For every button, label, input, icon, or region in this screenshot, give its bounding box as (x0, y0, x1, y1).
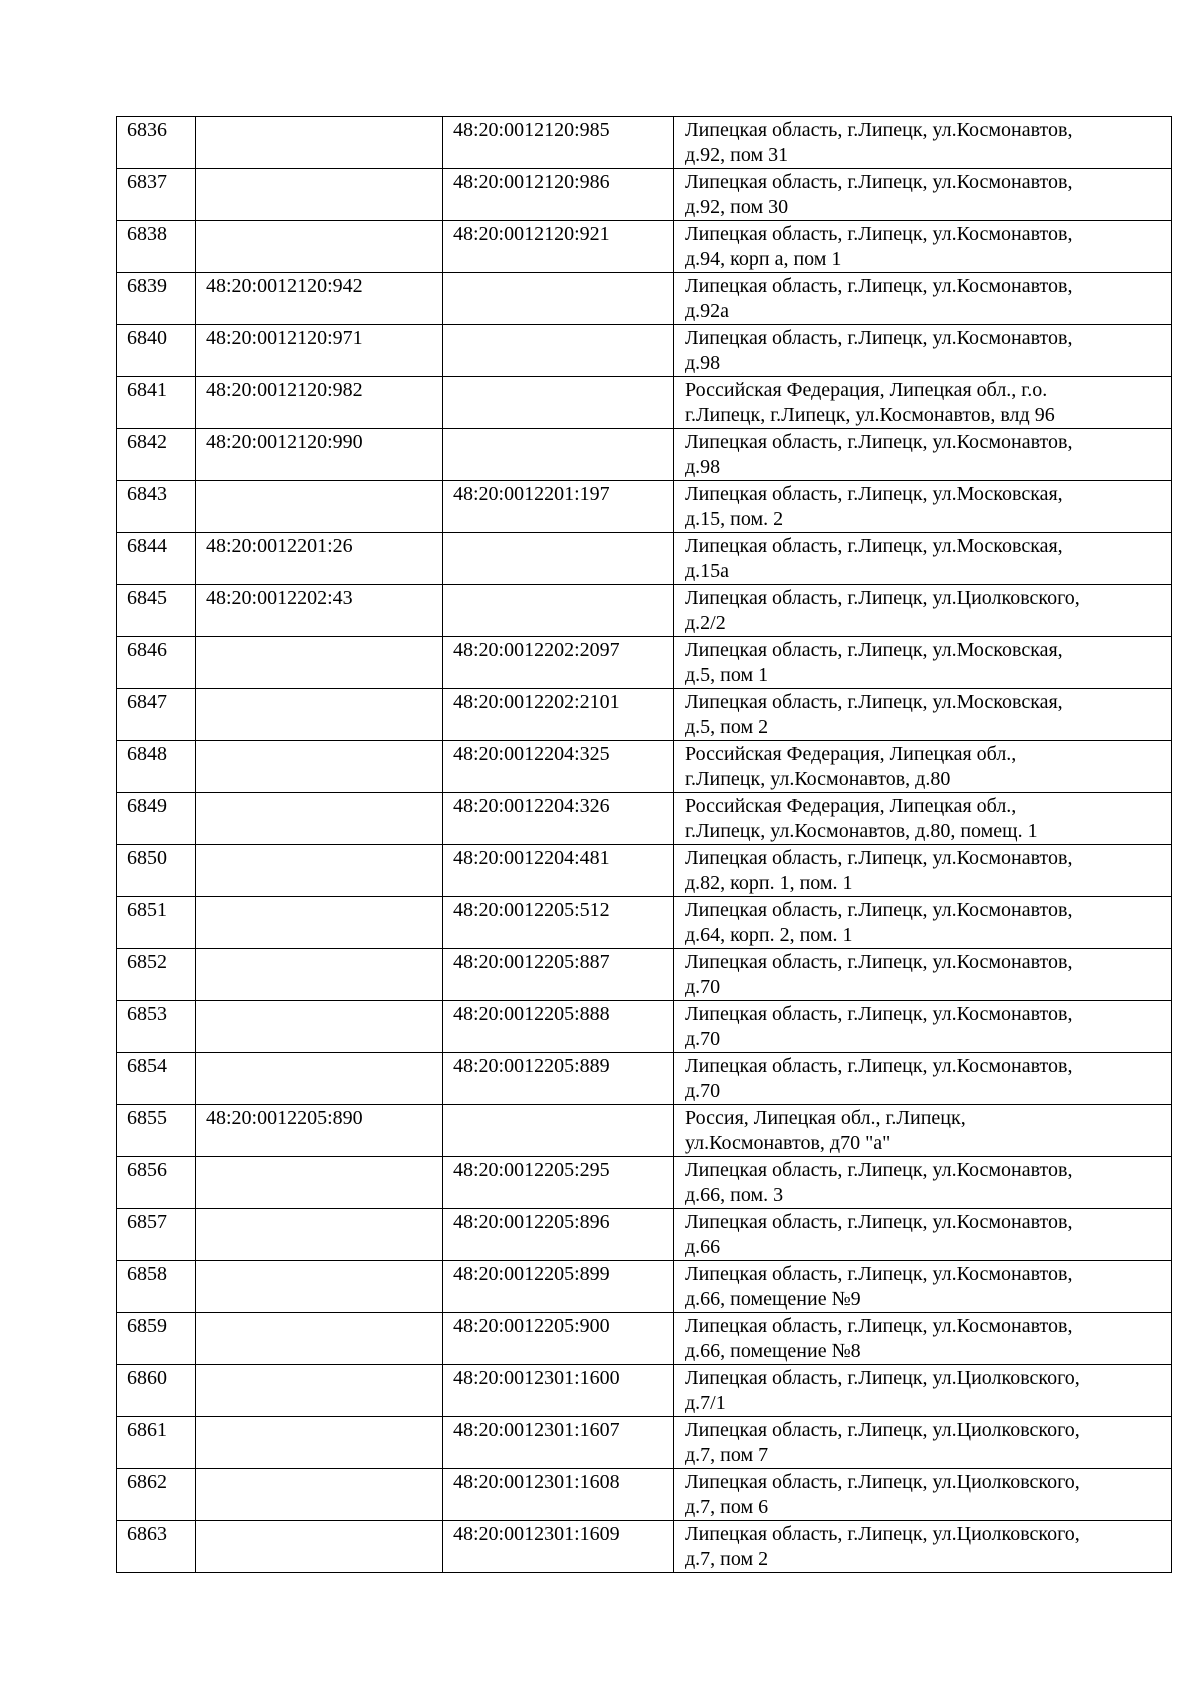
table-row (117, 585, 1172, 637)
land-cadastral-number-cell: 48:20:0012120:982 (196, 377, 443, 429)
land-cadastral-number-cell (196, 1261, 443, 1313)
address-cell: Липецкая область, г.Липецк, ул.Московская, д.5, пом 2 (674, 689, 1172, 741)
row-number-cell: 6844 (117, 533, 196, 585)
address-cell: Липецкая область, г.Липецк, ул.Космонавтов, д.66 (674, 1209, 1172, 1261)
premises-cadastral-number-cell: 48:20:0012204:326 (443, 793, 674, 845)
land-cadastral-number-cell (196, 1053, 443, 1105)
address-cell: Липецкая область, г.Липецк, ул.Циолковского, д.7, пом 2 (674, 1521, 1172, 1573)
property-registry-table (116, 116, 1172, 1573)
land-cadastral-number-cell (196, 1001, 443, 1053)
row-number-cell: 6846 (117, 637, 196, 689)
row-number-cell: 6863 (117, 1521, 196, 1573)
row-number-cell: 6847 (117, 689, 196, 741)
land-cadastral-number-cell (196, 845, 443, 897)
premises-cadastral-number-cell: 48:20:0012204:325 (443, 741, 674, 793)
row-number-cell: 6854 (117, 1053, 196, 1105)
row-number-cell: 6838 (117, 221, 196, 273)
row-number-cell: 6859 (117, 1313, 196, 1365)
address-cell: Липецкая область, г.Липецк, ул.Космонавтов, д.70 (674, 1053, 1172, 1105)
premises-cadastral-number-cell: 48:20:0012205:900 (443, 1313, 674, 1365)
address-cell: Липецкая область, г.Липецк, ул.Космонавтов, д.82, корп. 1, пом. 1 (674, 845, 1172, 897)
land-cadastral-number-cell (196, 897, 443, 949)
table-row (117, 273, 1172, 325)
premises-cadastral-number-cell: 48:20:0012301:1609 (443, 1521, 674, 1573)
premises-cadastral-number-cell (443, 377, 674, 429)
table-row (117, 325, 1172, 377)
address-cell: Липецкая область, г.Липецк, ул.Московская, д.15, пом. 2 (674, 481, 1172, 533)
address-cell: Липецкая область, г.Липецк, ул.Циолковского, д.2/2 (674, 585, 1172, 637)
row-number-cell: 6845 (117, 585, 196, 637)
row-number-cell: 6843 (117, 481, 196, 533)
table-row (117, 793, 1172, 845)
row-number-cell: 6840 (117, 325, 196, 377)
land-cadastral-number-cell (196, 637, 443, 689)
row-number-cell: 6862 (117, 1469, 196, 1521)
premises-cadastral-number-cell (443, 585, 674, 637)
land-cadastral-number-cell: 48:20:0012120:942 (196, 273, 443, 325)
premises-cadastral-number-cell: 48:20:0012202:2097 (443, 637, 674, 689)
table-row (117, 481, 1172, 533)
land-cadastral-number-cell (196, 117, 443, 169)
row-number-cell: 6837 (117, 169, 196, 221)
premises-cadastral-number-cell: 48:20:0012120:985 (443, 117, 674, 169)
premises-cadastral-number-cell: 48:20:0012205:899 (443, 1261, 674, 1313)
address-cell: Липецкая область, г.Липецк, ул.Космонавтов, д.66, пом. 3 (674, 1157, 1172, 1209)
row-number-cell: 6842 (117, 429, 196, 481)
premises-cadastral-number-cell: 48:20:0012120:986 (443, 169, 674, 221)
premises-cadastral-number-cell: 48:20:0012201:197 (443, 481, 674, 533)
premises-cadastral-number-cell: 48:20:0012205:887 (443, 949, 674, 1001)
premises-cadastral-number-cell: 48:20:0012301:1607 (443, 1417, 674, 1469)
table-row (117, 897, 1172, 949)
land-cadastral-number-cell: 48:20:0012205:890 (196, 1105, 443, 1157)
row-number-cell: 6836 (117, 117, 196, 169)
land-cadastral-number-cell (196, 221, 443, 273)
table-row (117, 377, 1172, 429)
address-cell: Липецкая область, г.Липецк, ул.Космонавтов, д.92, пом 31 (674, 117, 1172, 169)
table-row (117, 637, 1172, 689)
table-row (117, 949, 1172, 1001)
row-number-cell: 6848 (117, 741, 196, 793)
table-row (117, 1521, 1172, 1573)
table-row (117, 169, 1172, 221)
premises-cadastral-number-cell (443, 533, 674, 585)
row-number-cell: 6861 (117, 1417, 196, 1469)
premises-cadastral-number-cell: 48:20:0012301:1600 (443, 1365, 674, 1417)
table-row (117, 689, 1172, 741)
address-cell: Липецкая область, г.Липецк, ул.Космонавтов, д.66, помещение №8 (674, 1313, 1172, 1365)
premises-cadastral-number-cell (443, 325, 674, 377)
address-cell: Липецкая область, г.Липецк, ул.Московская, д.5, пом 1 (674, 637, 1172, 689)
row-number-cell: 6857 (117, 1209, 196, 1261)
row-number-cell: 6852 (117, 949, 196, 1001)
premises-cadastral-number-cell (443, 1105, 674, 1157)
land-cadastral-number-cell (196, 1469, 443, 1521)
land-cadastral-number-cell (196, 1417, 443, 1469)
premises-cadastral-number-cell: 48:20:0012120:921 (443, 221, 674, 273)
land-cadastral-number-cell (196, 741, 443, 793)
address-cell: Российская Федерация, Липецкая обл., г.Липецк, ул.Космонавтов, д.80 (674, 741, 1172, 793)
address-cell: Россия, Липецкая обл., г.Липецк, ул.Космонавтов, д70 "а" (674, 1105, 1172, 1157)
premises-cadastral-number-cell: 48:20:0012202:2101 (443, 689, 674, 741)
row-number-cell: 6858 (117, 1261, 196, 1313)
row-number-cell: 6853 (117, 1001, 196, 1053)
table-row (117, 1053, 1172, 1105)
land-cadastral-number-cell (196, 169, 443, 221)
table-row (117, 1313, 1172, 1365)
land-cadastral-number-cell: 48:20:0012120:971 (196, 325, 443, 377)
address-cell: Липецкая область, г.Липецк, ул.Космонавтов, д.66, помещение №9 (674, 1261, 1172, 1313)
row-number-cell: 6851 (117, 897, 196, 949)
table-row (117, 117, 1172, 169)
table-row (117, 1209, 1172, 1261)
premises-cadastral-number-cell: 48:20:0012301:1608 (443, 1469, 674, 1521)
address-cell: Липецкая область, г.Липецк, ул.Космонавтов, д.70 (674, 1001, 1172, 1053)
premises-cadastral-number-cell: 48:20:0012204:481 (443, 845, 674, 897)
table-row (117, 1105, 1172, 1157)
row-number-cell: 6855 (117, 1105, 196, 1157)
address-cell: Липецкая область, г.Липецк, ул.Циолковского, д.7, пом 7 (674, 1417, 1172, 1469)
address-cell: Липецкая область, г.Липецк, ул.Космонавтов, д.98 (674, 325, 1172, 377)
address-cell: Российская Федерация, Липецкая обл., г.о. г.Липецк, г.Липецк, ул.Космонавтов, влд 96 (674, 377, 1172, 429)
row-number-cell: 6849 (117, 793, 196, 845)
land-cadastral-number-cell (196, 1157, 443, 1209)
land-cadastral-number-cell: 48:20:0012202:43 (196, 585, 443, 637)
table-row (117, 1417, 1172, 1469)
address-cell: Липецкая область, г.Липецк, ул.Циолковского, д.7/1 (674, 1365, 1172, 1417)
table-row (117, 1365, 1172, 1417)
table-row (117, 741, 1172, 793)
land-cadastral-number-cell: 48:20:0012120:990 (196, 429, 443, 481)
table-row (117, 429, 1172, 481)
row-number-cell: 6856 (117, 1157, 196, 1209)
premises-cadastral-number-cell (443, 273, 674, 325)
address-cell: Липецкая область, г.Липецк, ул.Космонавтов, д.64, корп. 2, пом. 1 (674, 897, 1172, 949)
address-cell: Липецкая область, г.Липецк, ул.Космонавтов, д.98 (674, 429, 1172, 481)
premises-cadastral-number-cell: 48:20:0012205:295 (443, 1157, 674, 1209)
land-cadastral-number-cell (196, 1521, 443, 1573)
land-cadastral-number-cell (196, 481, 443, 533)
row-number-cell: 6860 (117, 1365, 196, 1417)
address-cell: Липецкая область, г.Липецк, ул.Московская, д.15а (674, 533, 1172, 585)
premises-cadastral-number-cell: 48:20:0012205:888 (443, 1001, 674, 1053)
row-number-cell: 6841 (117, 377, 196, 429)
address-cell: Российская Федерация, Липецкая обл., г.Липецк, ул.Космонавтов, д.80, помещ. 1 (674, 793, 1172, 845)
premises-cadastral-number-cell: 48:20:0012205:889 (443, 1053, 674, 1105)
address-cell: Липецкая область, г.Липецк, ул.Космонавтов, д.92, пом 30 (674, 169, 1172, 221)
land-cadastral-number-cell (196, 1365, 443, 1417)
row-number-cell: 6850 (117, 845, 196, 897)
table-row (117, 533, 1172, 585)
address-cell: Липецкая область, г.Липецк, ул.Космонавтов, д.94, корп а, пом 1 (674, 221, 1172, 273)
land-cadastral-number-cell (196, 793, 443, 845)
land-cadastral-number-cell (196, 1313, 443, 1365)
address-cell: Липецкая область, г.Липецк, ул.Космонавтов, д.92а (674, 273, 1172, 325)
land-cadastral-number-cell (196, 689, 443, 741)
table-row (117, 221, 1172, 273)
table-row (117, 845, 1172, 897)
land-cadastral-number-cell: 48:20:0012201:26 (196, 533, 443, 585)
table-row (117, 1001, 1172, 1053)
premises-cadastral-number-cell (443, 429, 674, 481)
land-cadastral-number-cell (196, 949, 443, 1001)
registry-table-body (117, 117, 1172, 1573)
table-row (117, 1469, 1172, 1521)
premises-cadastral-number-cell: 48:20:0012205:512 (443, 897, 674, 949)
address-cell: Липецкая область, г.Липецк, ул.Циолковского, д.7, пом 6 (674, 1469, 1172, 1521)
row-number-cell: 6839 (117, 273, 196, 325)
land-cadastral-number-cell (196, 1209, 443, 1261)
address-cell: Липецкая область, г.Липецк, ул.Космонавтов, д.70 (674, 949, 1172, 1001)
table-row (117, 1261, 1172, 1313)
table-row (117, 1157, 1172, 1209)
premises-cadastral-number-cell: 48:20:0012205:896 (443, 1209, 674, 1261)
